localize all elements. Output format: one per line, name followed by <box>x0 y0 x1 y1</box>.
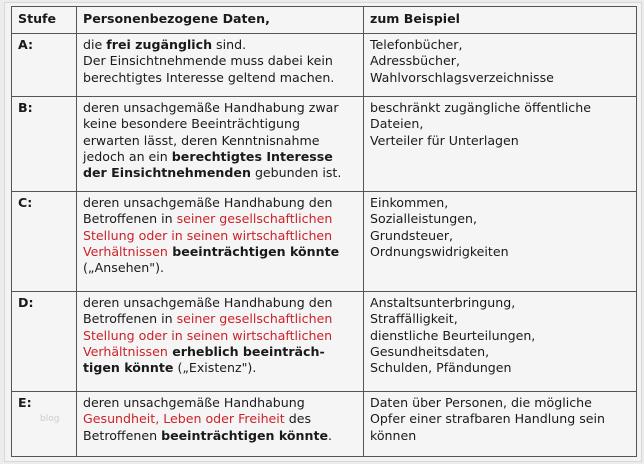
text: gebunden ist. <box>250 165 342 181</box>
text: sind. <box>212 37 247 52</box>
description-line <box>83 195 357 211</box>
bold-text: beeinträchtigen könnte <box>161 427 329 443</box>
bold-text: erheblich beeinträch- <box>167 343 325 359</box>
text: Betroffenen <box>83 427 162 443</box>
description-line <box>83 344 357 360</box>
example-item: beschränkt zugängliche öffentliche <box>370 100 591 115</box>
example-item: dienstliche Beurteilungen, <box>370 327 536 343</box>
example-item: Anstaltsunterbringung, <box>370 295 516 310</box>
text: deren unsachgemäße Handhabung zwar <box>83 100 339 115</box>
highlighted-text: Stellung oder in seinen wirtschaftlichen <box>83 327 333 343</box>
text: deren unsachgemäße Handhabung den <box>83 295 333 310</box>
text: deren unsachgemäße Handhabung <box>83 395 305 410</box>
description-line <box>83 360 357 376</box>
description-line <box>83 428 357 444</box>
description-line <box>83 37 357 53</box>
text: keine besondere Beeinträchtigung <box>83 116 300 132</box>
text: Der Einsichtnehmende muss dabei kein <box>83 53 333 69</box>
description-cell <box>77 192 364 292</box>
description-line <box>83 228 357 244</box>
bold-text: tigen könnte <box>83 360 174 376</box>
text: erwarten lässt, deren Kenntnisnahme <box>83 132 320 148</box>
text: deren unsachgemäße Handhabung den <box>83 195 333 210</box>
examples-cell <box>364 292 637 392</box>
example-item: Grundsteuer, <box>370 227 454 243</box>
example-item: Wahlvorschlagsverzeichnisse <box>370 69 554 85</box>
example-item: Straffälligkeit, <box>370 311 458 327</box>
highlighted-text: Verhältnissen <box>83 343 168 359</box>
highlighted-text: Gesundheit, Leben oder Freiheit <box>83 411 285 427</box>
table-row <box>12 34 637 97</box>
bold-text: berechtigtes Interesse <box>171 148 333 164</box>
description-line <box>83 411 357 427</box>
level-cell: D: <box>12 292 77 392</box>
table-header-row <box>12 7 637 34</box>
level-cell: B: <box>12 97 77 192</box>
table-row <box>12 192 637 292</box>
description-line <box>83 100 357 116</box>
table-row <box>12 392 637 457</box>
header-level: Stufe <box>12 7 77 34</box>
description-line <box>83 395 357 411</box>
description-line <box>83 70 357 86</box>
highlighted-text: seiner gesellschaftlichen <box>176 311 333 327</box>
text: („Existenz"). <box>173 360 257 376</box>
table-row <box>12 97 637 192</box>
level-cell: E: <box>12 392 77 457</box>
text: berechtigtes Interesse geltend machen. <box>83 69 335 85</box>
example-item: Adressbücher, <box>370 53 460 69</box>
text: jedoch an ein <box>83 148 172 164</box>
text: die <box>83 37 107 52</box>
example-item: Opfer einer strafbaren Handlung sein <box>370 411 606 427</box>
example-item: Einkommen, <box>370 195 449 210</box>
bold-text: der Einsichtnehmenden <box>83 165 251 181</box>
description-line <box>83 244 357 260</box>
example-item: Sozialleistungen, <box>370 211 477 227</box>
example-item: Ordnungswidrigkeiten <box>370 243 509 259</box>
table-row <box>12 292 637 392</box>
description-cell <box>77 97 364 192</box>
description-line <box>83 53 357 69</box>
highlighted-text: Verhältnissen <box>83 243 168 259</box>
description-cell <box>77 34 364 97</box>
text: Betroffenen in <box>83 311 177 327</box>
description-line <box>83 149 357 165</box>
description-line <box>83 295 357 311</box>
example-item: können <box>370 427 417 443</box>
example-item: Dateien, <box>370 116 424 132</box>
examples-cell <box>364 97 637 192</box>
description-cell <box>77 392 364 457</box>
example-item: Schulden, Pfändungen <box>370 360 512 376</box>
description-line <box>83 311 357 327</box>
highlighted-text: Stellung oder in seinen wirtschaftlichen <box>83 227 333 243</box>
highlighted-text: seiner gesellschaftlichen <box>176 211 333 227</box>
description-cell <box>77 292 364 392</box>
header-examples: zum Beispiel <box>364 7 637 34</box>
text: des <box>284 411 312 427</box>
description-line <box>83 211 357 227</box>
header-personal-data: Personenbezogene Daten, <box>77 7 364 34</box>
watermark: blog <box>40 414 60 424</box>
examples-cell <box>364 192 637 292</box>
text: . <box>328 427 333 443</box>
level-cell: A: <box>12 34 77 97</box>
bold-text: frei zugänglich <box>106 37 213 52</box>
data-protection-levels-table <box>11 6 637 457</box>
bold-text: beeinträchtigen könnte <box>167 243 340 259</box>
description-line <box>83 133 357 149</box>
example-item: Daten über Personen, die mögliche <box>370 395 592 410</box>
description-line <box>83 328 357 344</box>
description-line <box>83 116 357 132</box>
text: Betroffenen in <box>83 211 177 227</box>
description-line <box>83 260 357 276</box>
text: („Ansehen"). <box>83 260 164 276</box>
level-cell: C: <box>12 192 77 292</box>
example-item: Telefonbücher, <box>370 37 463 52</box>
example-item: Verteiler für Unterlagen <box>370 132 519 148</box>
examples-cell <box>364 34 637 97</box>
examples-cell <box>364 392 637 457</box>
example-item: Gesundheitsdaten, <box>370 343 490 359</box>
description-line <box>83 165 357 181</box>
